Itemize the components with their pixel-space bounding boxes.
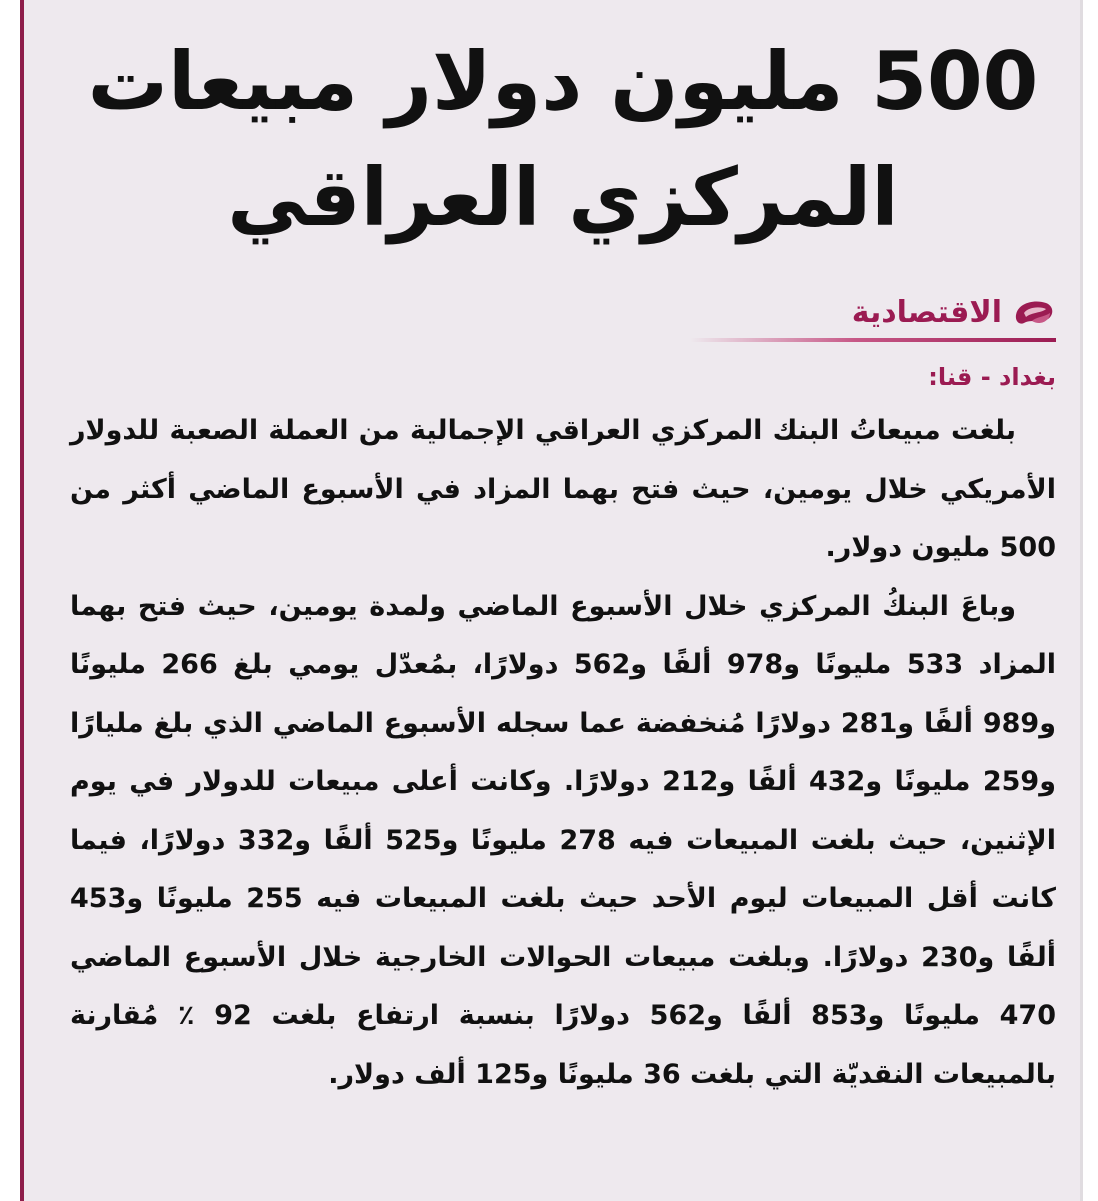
left-border-rule xyxy=(20,0,24,1201)
headline-line-2: المركزي العراقي xyxy=(227,151,899,244)
section-header xyxy=(70,292,1056,334)
headline-line-1: 500 مليون دولار مبيعات xyxy=(87,35,1039,128)
section-label: الاقتصادية xyxy=(851,295,1002,330)
dateline: بغداد - قنا: xyxy=(928,363,1056,391)
headline xyxy=(70,24,1056,256)
article xyxy=(70,24,1056,1104)
section-underline xyxy=(690,338,1056,342)
body-paragraph-1: بلغت مبيعاتُ البنك المركزي العراقي الإجمالية من العملة الصعبة للدولار الأمريكي خلال يومين، حيث فتح بهما المزاد في الأسبوع الماضي أكثر من 500 مليون دولار. xyxy=(70,415,1056,563)
article-body xyxy=(70,402,1056,1104)
body-paragraph-2: وباعَ البنكُ المركزي خلال الأسبوع الماضي ولمدة يومين، حيث فتح بهما المزاد 533 مليونًا و978 ألفًا و562 دولارًا، بمُعدّل يومي بلغ 266 مليونًا و989 ألفًا و281 دولارًا مُنخفضة عما سجله الأسبوع الماضي الذي بلغ مليارًا و259 مليونًا و432 ألفًا و212 دولارًا. وكانت أعلى مبيعات للدولار في يوم الإثنين، حيث بلغت المبيعات فيه 278 مليونًا و525 ألفًا و332 دولارًا، فيما كانت أقل المبيعات ليوم الأحد حيث بلغت المبيعات فيه 255 مليونًا و453 ألفًا و230 دولارًا. وبلغت مبيعات الحوالات الخارجية خلال الأسبوع الماضي 470 مليونًا و853 ألفًا و562 دولارًا بنسبة ارتفاع بلغت 92 ٪ مُقارنة بالمبيعات النقديّة التي بلغت 36 مليونًا و125 ألف دولار. xyxy=(70,590,1057,1090)
right-border-rule xyxy=(1080,0,1083,1201)
section-logo-icon xyxy=(1012,295,1056,331)
